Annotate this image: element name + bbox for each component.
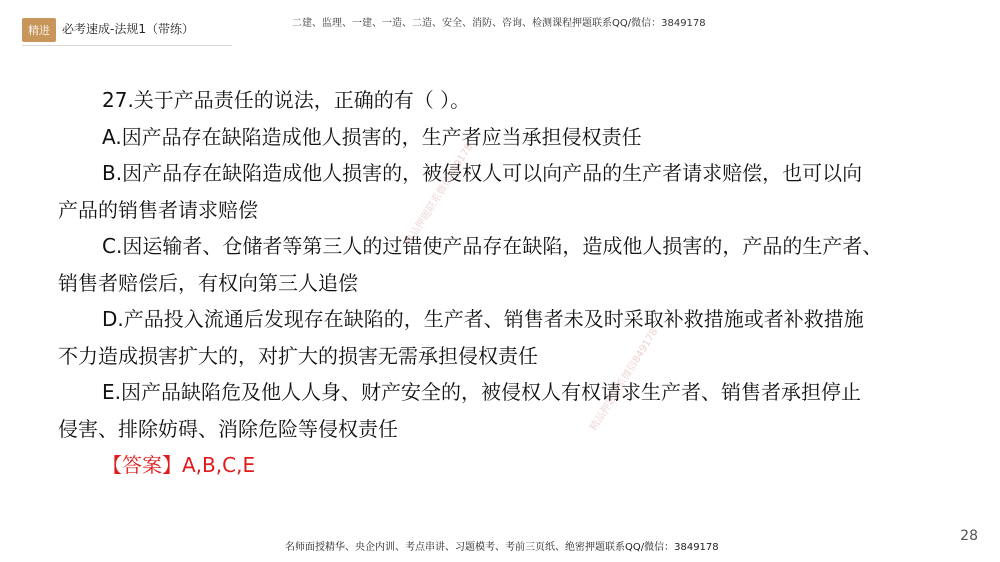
footer-text: 名师面授精华、央企内训、考点串讲、习题模考、考前三页纸、绝密押题联系QQ/微信：3849178 bbox=[285, 542, 719, 553]
question-block bbox=[58, 82, 953, 484]
question-stem: 27.关于产品责任的说法，正确的有（ ）。 bbox=[102, 88, 471, 112]
option-b-line-1: B.因产品存在缺陷造成他人损害的，被侵权人可以向产品的生产者请求赔偿，也可以向 bbox=[102, 161, 863, 185]
option-a: A.因产品存在缺陷造成他人损害的，生产者应当承担侵权责任 bbox=[102, 124, 642, 149]
option-c-line-2: 销售者赔偿后，有权向第三人追偿 bbox=[58, 270, 358, 295]
option-e-line-2: 侵害、排除妨碍、消除危险等侵权责任 bbox=[58, 416, 398, 441]
course-title: 必考速成-法规1（带练） bbox=[62, 22, 194, 36]
option-d-line-2: 不力造成损害扩大的，对扩大的损害无需承担侵权责任 bbox=[58, 343, 538, 368]
option-e-line-1: E.因产品缺陷危及他人人身、财产安全的，被侵权人有权请求生产者、销售者承担停止 bbox=[102, 380, 861, 404]
watermark: 精品押题联系微信849178 bbox=[403, 141, 476, 248]
header-divider bbox=[22, 45, 232, 46]
option-b-line-2: 产品的销售者请求赔偿 bbox=[58, 197, 258, 222]
option-d-line-1: D.产品投入流通后发现存在缺陷的，生产者、销售者未及时采取补救措施或者补救措施 bbox=[102, 307, 864, 331]
brand-badge: 精进 bbox=[22, 18, 56, 42]
option-c-line-1: C.因运输者、仓储者等第三人的过错使产品存在缺陷，造成他人损害的，产品的生产者、 bbox=[102, 234, 883, 258]
page-number: 28 bbox=[960, 528, 978, 544]
top-banner: 二建、监理、一建、一造、二造、安全、消防、咨询、检测课程押题联系QQ/微信：3849178 bbox=[292, 18, 706, 29]
watermark: 精品押题联系微信849178 bbox=[588, 326, 661, 433]
answer-line: 【答案】A,B,C,E bbox=[102, 453, 256, 477]
